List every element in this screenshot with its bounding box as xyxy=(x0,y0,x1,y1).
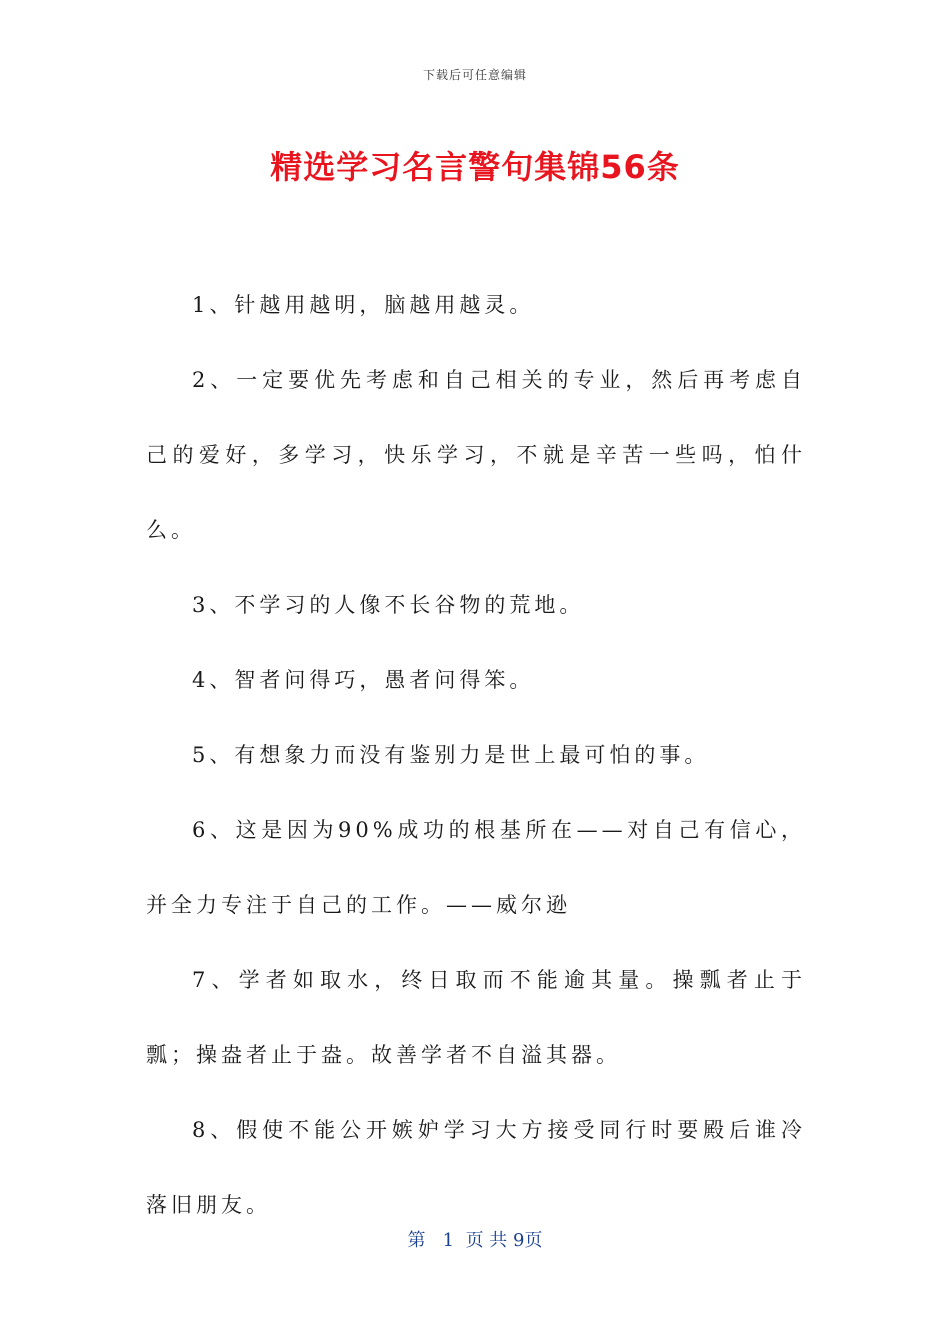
paragraph-7: 7、学者如取水，终日取而不能逾其量。操瓢者止于瓢；操盎者止于盎。故善学者不自溢其器。 xyxy=(146,968,806,1067)
paragraph-6: 6、这是因为90%成功的根基所在——对自己有信心，并全力专注于自己的工作。——威尔逊 xyxy=(146,818,806,917)
document-title: 精选学习名言警句集锦56条 xyxy=(270,148,680,186)
paragraph-1: 1、针越用越明，脑越用越灵。 xyxy=(192,293,535,317)
paragraph-4: 4、智者问得巧，愚者问得笨。 xyxy=(192,668,535,692)
header-note: 下载后可任意编辑 xyxy=(422,68,527,82)
footer-total-pages: 9页 xyxy=(513,1230,543,1251)
paragraph-8: 8、假使不能公开嫉妒学习大方接受同行时要殿后谁冷落旧朋友。 xyxy=(146,1118,806,1217)
footer-prefix: 第 xyxy=(407,1230,426,1251)
page-footer xyxy=(0,1226,950,1252)
paragraph-5: 5、有想象力而没有鉴别力是世上最可怕的事。 xyxy=(192,743,710,767)
footer-mid: 页 共 xyxy=(465,1230,508,1251)
footer-current-page: 1 xyxy=(442,1230,455,1251)
paragraph-3: 3、不学习的人像不长谷物的荒地。 xyxy=(192,593,585,617)
document-body xyxy=(146,268,806,1243)
paragraph-2: 2、一定要优先考虑和自己相关的专业，然后再考虑自己的爱好，多学习，快乐学习，不就是辛苦一些吗，怕什么。 xyxy=(146,368,806,542)
